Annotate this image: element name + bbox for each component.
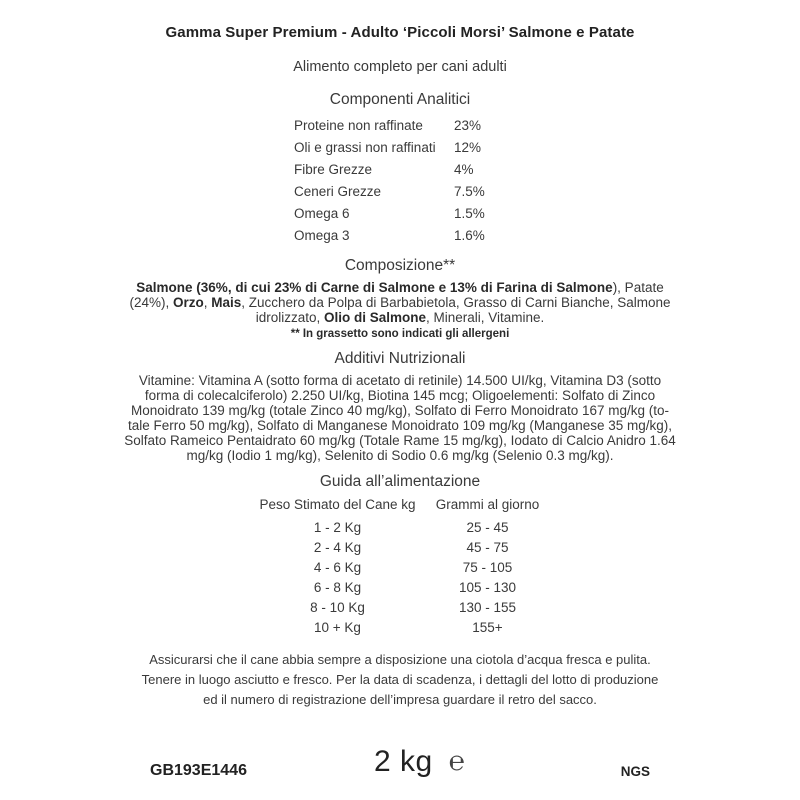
composition-text: , [203, 295, 212, 310]
analytic-value: 4% [454, 161, 474, 177]
feeding-guide-rows [250, 517, 550, 637]
bottom-info-row [0, 745, 800, 795]
batch-code: GB193E1446 [150, 762, 247, 779]
analytic-label: Ceneri Grezze [294, 183, 382, 199]
allergen-bold-text: Salmone (36%, di cui 23% di Carne di Salmone e 13% di Farina di Salmone [136, 280, 613, 295]
analytic-row [294, 136, 506, 158]
analytic-value: 7.5% [454, 183, 485, 199]
feeding-guide-heading: Guida all’alimentazione [319, 473, 481, 490]
analytic-row [294, 158, 506, 180]
additive-line: tale Ferro 50 mg/kg), Solfato di Manganese Monoidrato 109 mg/kg (Manganese 35 mg/kg), [127, 418, 673, 433]
feeding-guide-grams-cell: 130 - 155 [458, 599, 517, 615]
estimated-e-mark-icon: ℮ [448, 746, 465, 776]
composition-paragraph [0, 280, 800, 325]
composition-text: idrolizzato, [255, 310, 324, 325]
feeding-guide-row [250, 517, 550, 537]
analytic-value: 1.6% [454, 227, 485, 243]
analytic-label: Omega 3 [294, 227, 350, 243]
composition-heading: Composizione** [344, 257, 456, 274]
feeding-guide-row [250, 617, 550, 637]
storage-instructions [0, 650, 800, 710]
feeding-guide-grams-cell: 25 - 45 [466, 519, 509, 535]
feeding-guide-table [250, 497, 550, 637]
analytic-value: 1.5% [454, 205, 485, 221]
composition-line [0, 280, 800, 295]
analytic-label: Oli e grassi non raffinati [294, 139, 436, 155]
feeding-guide-weight-cell: 10 + Kg [314, 619, 361, 635]
composition-text: , Minerali, Vitamine. [426, 310, 545, 325]
feeding-guide-col-grams-header: Grammi al giorno [435, 497, 540, 512]
product-title: Gamma Super Premium - Adulto ‘Piccoli Morsi’ Salmone e Patate [165, 24, 635, 41]
storage-instruction-line: Assicurarsi che il cane abbia sempre a disposizione una ciotola d’acqua fresca e pulita. [149, 652, 651, 667]
analytic-row [294, 180, 506, 202]
net-weight-group [374, 745, 465, 779]
feeding-guide-weight-cell: 2 - 4 Kg [313, 539, 362, 555]
feeding-guide-row [250, 537, 550, 557]
composition-text: ), Patate [612, 280, 664, 295]
additive-line: Solfato Rameico Pentaidrato 60 mg/kg (Totale Rame 15 mg/kg), Iodato di Calcio Anidro 1.64 [124, 433, 676, 448]
feeding-guide-row [250, 597, 550, 617]
feeding-guide-grams-cell: 155+ [472, 619, 503, 635]
feeding-guide-row [250, 577, 550, 597]
brand-code: NGS [620, 764, 650, 779]
allergen-bold-text: Olio di Salmone [323, 310, 426, 325]
storage-instruction-line: ed il numero di registrazione dell’impresa guardare il retro del sacco. [203, 692, 597, 707]
feeding-guide-grams-cell: 45 - 75 [466, 539, 509, 555]
storage-instruction-line: Tenere in luogo asciutto e fresco. Per la data di scadenza, i dettagli del lotto di produzione [141, 672, 659, 687]
feeding-guide-col-weight-header: Peso Stimato del Cane kg [259, 497, 416, 512]
composition-line [0, 295, 800, 310]
analytical-components-table [294, 114, 506, 246]
additive-line: Monoidrato 139 mg/kg (totale Zinco 40 mg/kg), Solfato di Ferro Monoidrato 167 mg/kg (to- [130, 403, 669, 418]
analytic-row [294, 114, 506, 136]
allergen-note: ** In grassetto sono indicati gli allergeni [290, 328, 510, 340]
allergen-bold-text: Mais [211, 295, 242, 310]
nutritional-additives-heading: Additivi Nutrizionali [334, 350, 466, 367]
analytic-label: Fibre Grezze [294, 161, 373, 177]
feeding-guide-header-row [250, 497, 550, 517]
product-subtitle: Alimento completo per cani adulti [293, 59, 507, 75]
composition-text: , Zucchero da Polpa di Barbabietola, Grasso di Carni Bianche, Salmone [241, 295, 671, 310]
feeding-guide-weight-cell: 8 - 10 Kg [310, 599, 365, 615]
analytic-row [294, 224, 506, 246]
additive-line: Vitamine: Vitamina A (sotto forma di acetato di retinile) 14.500 UI/kg, Vitamina D3 (sotto [138, 373, 662, 388]
analytic-label: Omega 6 [294, 205, 350, 221]
analytic-label: Proteine non raffinate [294, 117, 423, 133]
feeding-guide-weight-cell: 4 - 6 Kg [313, 559, 362, 575]
feeding-guide-grams-cell: 105 - 130 [458, 579, 517, 595]
additive-line: mg/kg (Iodio 1 mg/kg), Selenito di Sodio 0.6 mg/kg (Selenio 0.3 mg/kg). [186, 448, 614, 463]
composition-text: (24%), [129, 295, 173, 310]
analytic-value: 23% [454, 117, 482, 133]
nutritional-additives-paragraph [0, 373, 800, 463]
feeding-guide-weight-cell: 1 - 2 Kg [313, 519, 362, 535]
additive-line: forma di colecalciferolo) 2.250 UI/kg, Biotina 145 mcg; Oligoelementi: Solfato di Zinco [144, 388, 656, 403]
composition-line [0, 310, 800, 325]
analytic-value: 12% [454, 139, 482, 155]
analytic-row [294, 202, 506, 224]
feeding-guide-row [250, 557, 550, 577]
allergen-bold-text: Orzo [172, 295, 204, 310]
net-weight: 2 kg [374, 745, 433, 778]
analytical-components-heading: Componenti Analitici [329, 91, 471, 108]
feeding-guide-weight-cell: 6 - 8 Kg [313, 579, 362, 595]
feeding-guide-grams-cell: 75 - 105 [462, 559, 513, 575]
